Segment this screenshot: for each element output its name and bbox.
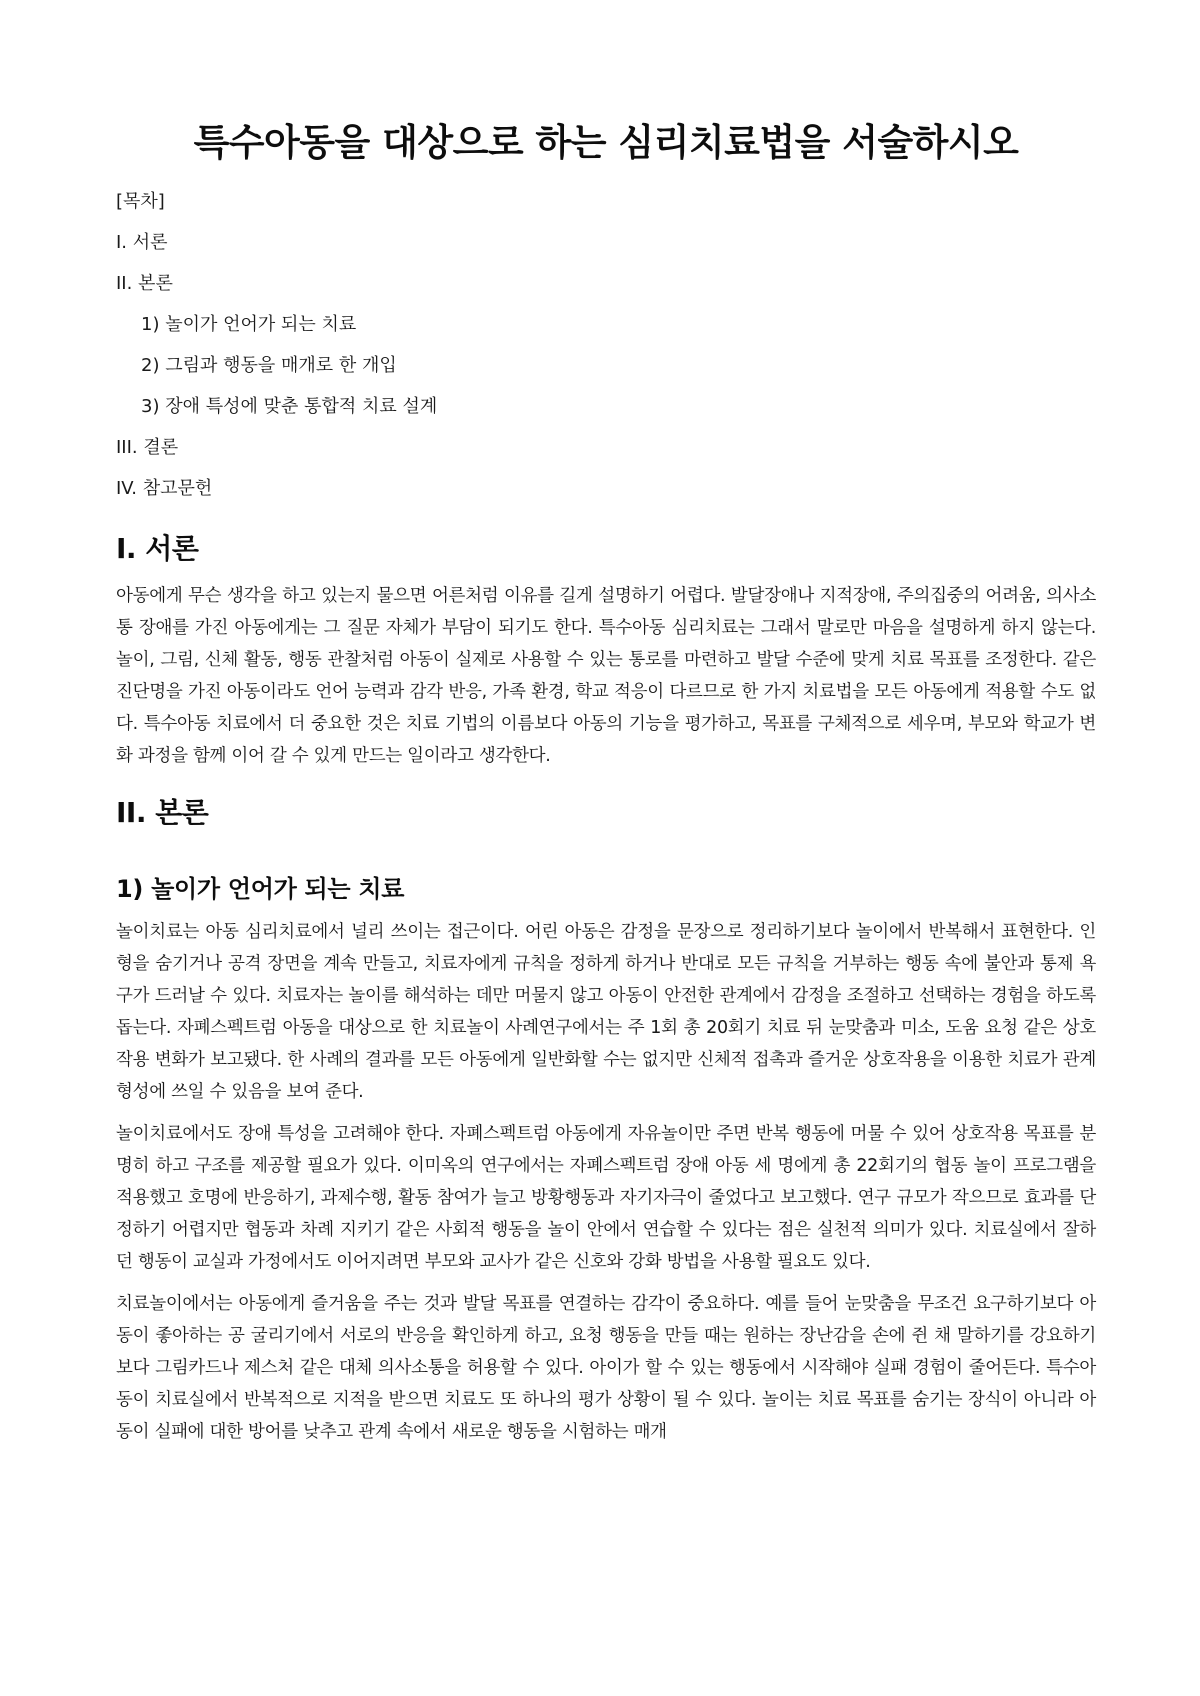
toc-item-integrated-design: 3) 장애 특성에 맞춘 통합적 치료 설계 <box>141 396 438 417</box>
toc-heading: [목차] <box>116 191 165 212</box>
toc-item-references: IV. 참고문헌 <box>116 478 213 499</box>
table-of-contents <box>116 190 1096 501</box>
document-page <box>116 0 1096 1448</box>
toc-item-play-therapy: 1) 놀이가 언어가 되는 치료 <box>141 314 357 335</box>
toc-item-body: II. 본론 <box>116 273 173 294</box>
document-title: 특수아동을 대상으로 하는 심리치료법을 서술하시오 <box>193 121 1019 164</box>
section-heading-body: II. 본론 <box>116 796 209 829</box>
toc-item-art-behavior: 2) 그림과 행동을 매개로 한 개입 <box>141 355 397 376</box>
body-paragraph: 치료놀이에서는 아동에게 즐거움을 주는 것과 발달 목표를 연결하는 감각이 중요하다. 예를 들어 눈맞춤을 무조건 요구하기보다 아동이 좋아하는 공 굴리기에서 서로의 반응을 확인하게 하고, 요청 행동을 만들 때는 원하는 장난감을 손에 쥔 채 말하기를 강요하기보다 그림카드나 제스처 같은 대체 의사소통을 허용할 수 있다. 아이가 할 수 있는 행동에서 시작해야 실패 경험이 줄어든다. 특수아동이 치료실에서 반복적으로 지적을 받으면 치료도 또 하나의 평가 상황이 될 수 있다. 놀이는 치료 목표를 숨기는 장식이 아니라 아동이 실패에 대한 방어를 낮추고 관계 속에서 새로운 행동을 시험하는 매개 <box>116 1294 1096 1442</box>
introduction-paragraph: 아동에게 무슨 생각을 하고 있는지 물으면 어른처럼 이유를 길게 설명하기 어렵다. 발달장애나 지적장애, 주의집중의 어려움, 의사소통 장애를 가진 아동에게는 그 질문 자체가 부담이 되기도 한다. 특수아동 심리치료는 그래서 말로만 마음을 설명하게 하지 않는다. 놀이, 그림, 신체 활동, 행동 관찰처럼 아동이 실제로 사용할 수 있는 통로를 마련하고 발달 수준에 맞게 치료 목표를 조정한다. 같은 진단명을 가진 아동이라도 언어 능력과 감각 반응, 가족 환경, 학교 적응이 다르므로 한 가지 치료법을 모든 아동에게 적용할 수도 없다. 특수아동 치료에서 더 중요한 것은 치료 기법의 이름보다 아동의 기능을 평가하고, 목표를 구체적으로 세우며, 부모와 학교가 변화 과정을 함께 이어 갈 수 있게 만드는 일이라고 생각한다. <box>116 586 1096 766</box>
toc-item-conclusion: III. 결론 <box>116 437 179 458</box>
body-paragraph: 놀이치료는 아동 심리치료에서 널리 쓰이는 접근이다. 어린 아동은 감정을 문장으로 정리하기보다 놀이에서 반복해서 표현한다. 인형을 숨기거나 공격 장면을 계속 만들고, 치료자에게 규칙을 정하게 하거나 반대로 모든 규칙을 거부하는 행동 속에 불안과 통제 욕구가 드러날 수 있다. 치료자는 놀이를 해석하는 데만 머물지 않고 아동이 안전한 관계에서 감정을 조절하고 선택하는 경험을 하도록 돕는다. 자폐스펙트럼 아동을 대상으로 한 치료놀이 사례연구에서는 주 1회 총 20회기 치료 뒤 눈맞춤과 미소, 도움 요청 같은 상호작용 변화가 보고됐다. 한 사례의 결과를 모든 아동에게 일반화할 수는 없지만 신체적 접촉과 즐거운 상호작용을 이용한 치료가 관계 형성에 쓰일 수 있음을 보여 준다. <box>116 922 1096 1102</box>
section-heading-introduction: I. 서론 <box>116 532 199 565</box>
subsection-heading-play-therapy: 1) 놀이가 언어가 되는 치료 <box>116 875 405 903</box>
body-paragraph: 놀이치료에서도 장애 특성을 고려해야 한다. 자폐스펙트럼 아동에게 자유놀이만 주면 반복 행동에 머물 수 있어 상호작용 목표를 분명히 하고 구조를 제공할 필요가 있다. 이미옥의 연구에서는 자폐스펙트럼 장애 아동 세 명에게 총 22회기의 협동 놀이 프로그램을 적용했고 호명에 반응하기, 과제수행, 활동 참여가 늘고 방황행동과 자기자극이 줄었다고 보고했다. 연구 규모가 작으므로 효과를 단정하기 어렵지만 협동과 차례 지키기 같은 사회적 행동을 놀이 안에서 연습할 수 있다는 점은 실천적 의미가 있다. 치료실에서 잘하던 행동이 교실과 가정에서도 이어지려면 부모와 교사가 같은 신호와 강화 방법을 사용할 필요도 있다. <box>116 1124 1096 1272</box>
toc-item-introduction: I. 서론 <box>116 232 168 253</box>
